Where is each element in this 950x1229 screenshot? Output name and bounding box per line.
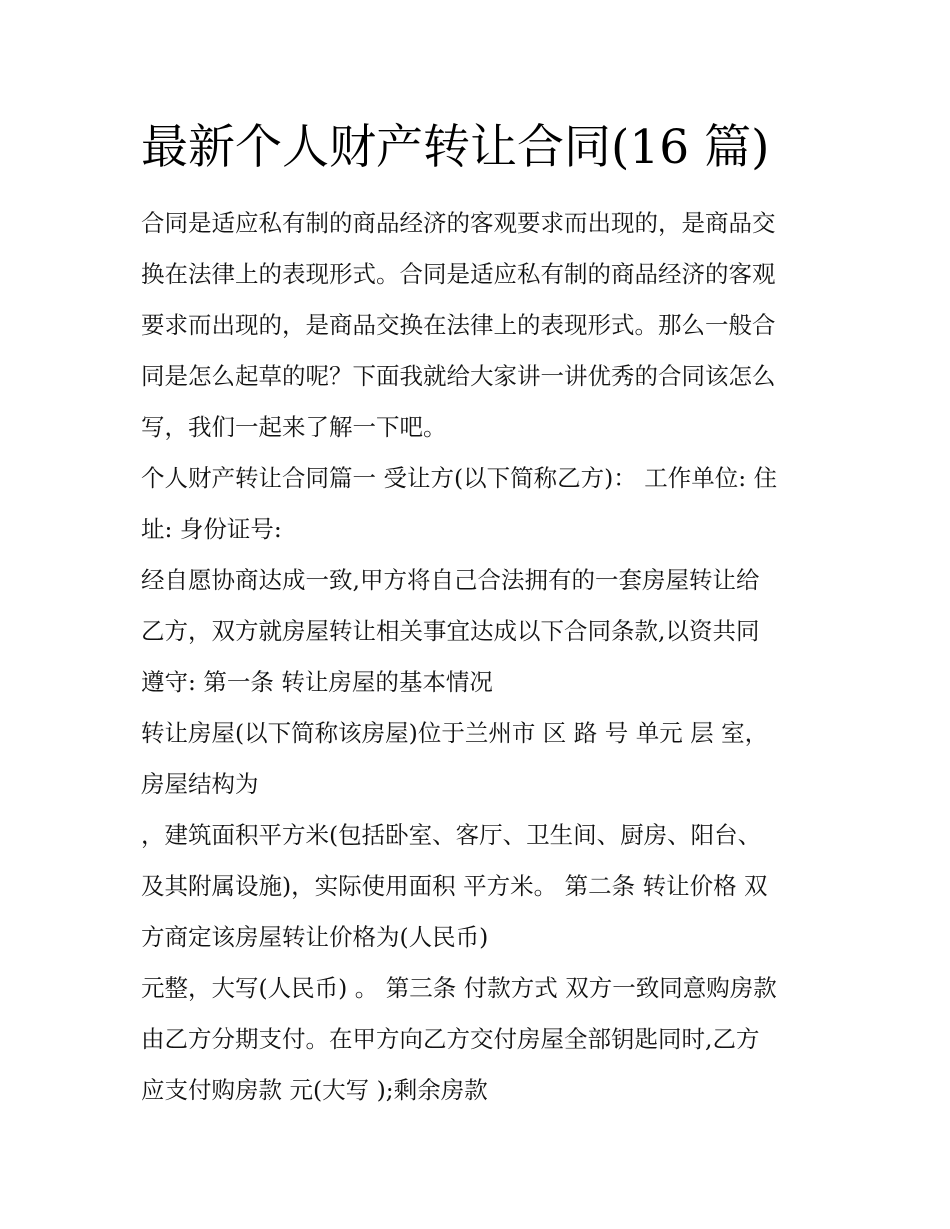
body-line: 由乙方分期支付。在甲方向乙方交付房屋全部钥匙同时,乙方 [141, 1025, 760, 1053]
body-line: 个人财产转让合同篇一 受让方(以下简称乙方)： 工作单位: 住 [141, 464, 778, 492]
body-line: 应支付购房款 元(大写 );剩余房款 [141, 1076, 488, 1104]
body-line: 换在法律上的表现形式。合同是适应私有制的商品经济的客观 [141, 260, 776, 288]
document-body [141, 198, 821, 1116]
body-line: 乙方，双方就房屋转让相关事宜达成以下合同条款,以资共同 [141, 617, 760, 645]
document-title: 最新个人财产转让合同(16 篇) [141, 120, 770, 175]
body-line: 及其附属设施)，实际使用面积 平方米。 第二条 转让价格 双 [141, 872, 768, 900]
body-line: 写，我们一起来了解一下吧。 [141, 413, 447, 441]
body-line: 要求而出现的，是商品交换在法律上的表现形式。那么一般合 [141, 311, 776, 339]
body-line: 经自愿协商达成一致,甲方将自己合法拥有的一套房屋转让给 [141, 566, 760, 594]
body-line: 元整，大写(人民币) 。 第三条 付款方式 双方一致同意购房款 [141, 974, 777, 1002]
body-line: 转让房屋(以下简称该房屋)位于兰州市 区 路 号 单元 层 室， [141, 719, 769, 747]
body-line: 遵守: 第一条 转让房屋的基本情况 [141, 668, 493, 696]
body-line: 房屋结构为 [141, 770, 259, 798]
body-line: 方商定该房屋转让价格为(人民币) [141, 923, 489, 951]
body-line: ，建筑面积平方米(包括卧室、客厅、卫生间、厨房、阳台、 [141, 821, 762, 849]
body-line: 址: 身份证号: [141, 515, 282, 543]
body-line: 合同是适应私有制的商品经济的客观要求而出现的，是商品交 [141, 209, 776, 237]
body-line: 同是怎么起草的呢？下面我就给大家讲一讲优秀的合同该怎么 [141, 362, 776, 390]
